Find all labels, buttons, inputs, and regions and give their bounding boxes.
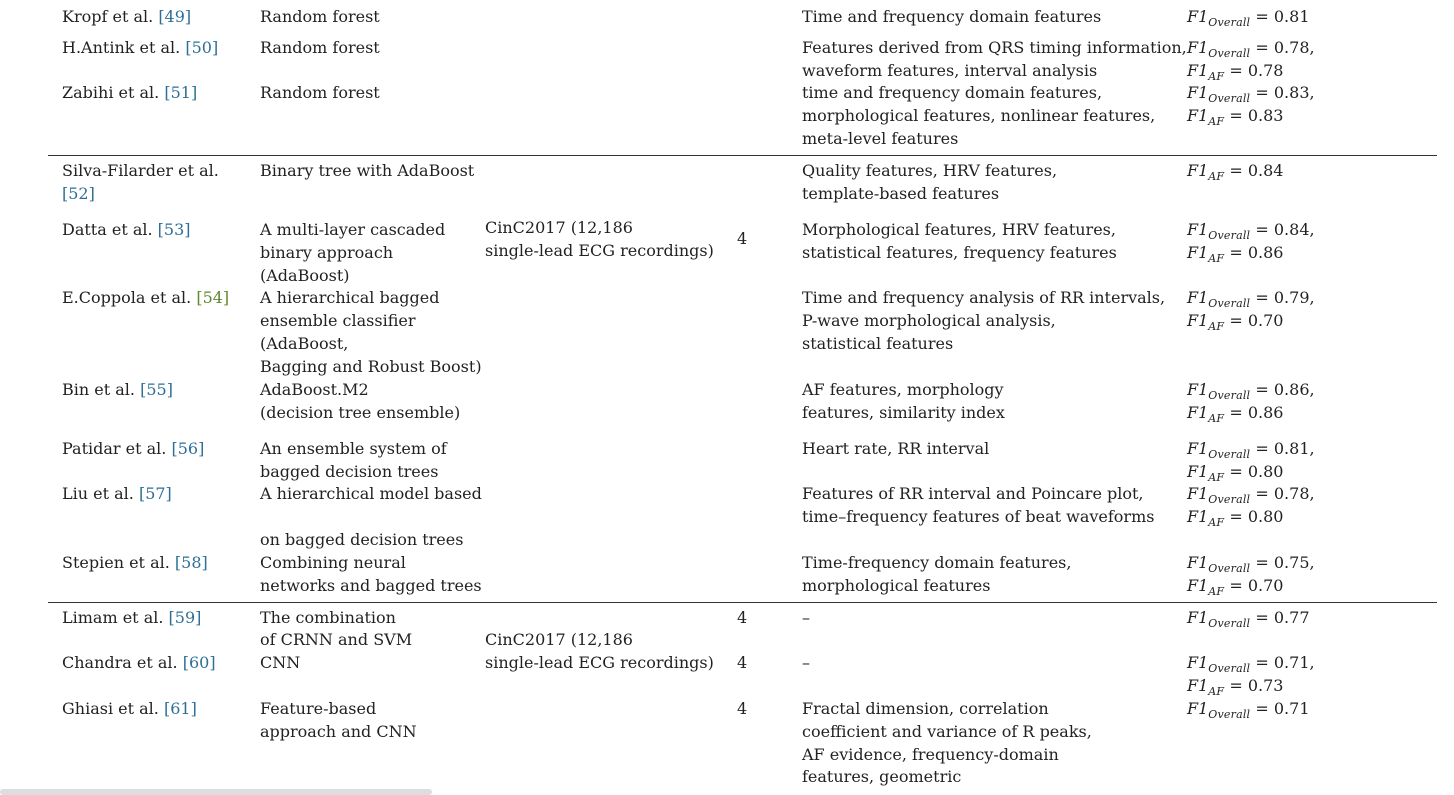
citation-link[interactable]: [52]	[62, 184, 95, 203]
classes-cell: 4	[737, 229, 748, 248]
method-cell: A multi-layer cascaded	[260, 220, 446, 239]
citation-link[interactable]: [58]	[174, 553, 208, 572]
dataset-cell: single-lead ECG recordings)	[485, 241, 714, 260]
f1-score: $F1_{Overall} = 0.78$,	[1187, 484, 1315, 506]
features-cell: statistical features, frequency features	[802, 243, 1117, 262]
f1-score: $F1_{Overall} = 0.75$,	[1187, 553, 1315, 575]
author-cell: Liu et al. [57]	[62, 484, 172, 503]
method-cell: Random forest	[260, 38, 380, 57]
f1-score: $F1_{Overall} = 0.86$,	[1187, 380, 1315, 402]
method-cell: A hierarchical bagged	[260, 288, 440, 307]
features-cell: time and frequency domain features,	[802, 83, 1103, 102]
f1-score: $F1_{Overall} = 0.79$,	[1187, 288, 1315, 310]
method-cell: (AdaBoost)	[260, 266, 350, 285]
citation-link[interactable]: [56]	[171, 439, 205, 458]
method-cell: CNN	[260, 653, 301, 672]
method-cell: on bagged decision trees	[260, 530, 464, 549]
author-cell	[62, 182, 95, 205]
citation-link[interactable]: [60]	[182, 653, 216, 672]
f1-score: $F1_{Overall} = 0.83$,	[1187, 83, 1315, 105]
method-cell: Random forest	[260, 83, 380, 102]
features-cell: coefficient and variance of R peaks,	[802, 722, 1092, 741]
method-cell: A hierarchical model based	[260, 484, 482, 503]
f1-score: $F1_{AF} = 0.73$	[1187, 676, 1284, 698]
citation-link[interactable]: [51]	[164, 83, 198, 102]
author-cell: Zabihi et al. [51]	[62, 83, 198, 102]
method-cell: Binary tree with AdaBoost	[260, 161, 475, 180]
citation-link[interactable]: [55]	[140, 380, 173, 399]
f1-score: $F1_{AF} = 0.78$	[1187, 61, 1284, 83]
method-cell: AdaBoost.M2	[260, 380, 369, 399]
features-cell: waveform features, interval analysis	[802, 61, 1098, 80]
f1-score: $F1_{AF} = 0.80$	[1187, 507, 1284, 529]
features-cell: Features derived from QRS timing information,	[802, 38, 1187, 57]
dataset-cell: single-lead ECG recordings)	[485, 653, 714, 672]
group-divider	[48, 155, 1437, 156]
classes-cell: 4	[737, 699, 748, 718]
f1-score: $F1_{Overall} = 0.81$	[1187, 7, 1310, 29]
method-cell: approach and CNN	[260, 722, 417, 741]
f1-score: $F1_{Overall} = 0.77$	[1187, 608, 1310, 630]
f1-score: $F1_{AF} = 0.84$	[1187, 161, 1284, 183]
author-cell: Silva-Filarder et al.	[62, 161, 219, 180]
author-cell: E.Coppola et al. [54]	[62, 288, 230, 307]
method-cell: Bagging and Robust Boost)	[260, 357, 482, 376]
classes-cell: 4	[737, 653, 748, 672]
citation-link[interactable]: [50]	[185, 38, 219, 57]
method-cell: ensemble classifier	[260, 311, 416, 330]
author-cell: Stepien et al. [58]	[62, 553, 208, 572]
citation-link[interactable]: [53]	[157, 220, 191, 239]
method-cell: binary approach	[260, 243, 394, 262]
f1-score: $F1_{Overall} = 0.81$,	[1187, 439, 1315, 461]
features-cell: template-based features	[802, 184, 1000, 203]
author-cell: Limam et al. [59]	[62, 608, 202, 627]
f1-score: $F1_{AF} = 0.70$	[1187, 576, 1284, 598]
method-cell: bagged decision trees	[260, 462, 439, 481]
features-cell: Morphological features, HRV features,	[802, 220, 1116, 239]
f1-score: $F1_{AF} = 0.86$	[1187, 243, 1284, 265]
features-cell: morphological features	[802, 576, 991, 595]
features-cell: meta-level features	[802, 129, 959, 148]
method-cell: (decision tree ensemble)	[260, 403, 461, 422]
author-cell: Ghiasi et al. [61]	[62, 699, 197, 718]
method-cell: An ensemble system of	[260, 439, 447, 458]
features-cell: Time-frequency domain features,	[802, 553, 1072, 572]
f1-score: $F1_{Overall} = 0.84$,	[1187, 220, 1315, 242]
method-cell: The combination	[260, 608, 396, 627]
f1-score: $F1_{Overall} = 0.71$,	[1187, 653, 1315, 675]
author-cell: Chandra et al. [60]	[62, 653, 216, 672]
horizontal-scrollbar[interactable]	[0, 789, 432, 795]
author-cell: Kropf et al. [49]	[62, 7, 192, 26]
features-cell: features, geometric	[802, 767, 962, 786]
f1-score: $F1_{Overall} = 0.71$	[1187, 699, 1310, 721]
features-cell: Features of RR interval and Poincare plot,	[802, 484, 1144, 503]
features-cell: Heart rate, RR interval	[802, 439, 990, 458]
f1-score: $F1_{AF} = 0.83$	[1187, 106, 1284, 128]
f1-score: $F1_{AF} = 0.70$	[1187, 311, 1284, 333]
dataset-cell: CinC2017 (12,186	[485, 218, 633, 237]
features-cell: AF features, morphology	[802, 380, 1004, 399]
group-divider	[48, 602, 1437, 603]
classes-cell: 4	[737, 608, 748, 627]
author-cell: Datta et al. [53]	[62, 220, 191, 239]
features-cell: Fractal dimension, correlation	[802, 699, 1049, 718]
citation-link[interactable]: [49]	[158, 7, 192, 26]
dataset-cell: CinC2017 (12,186	[485, 630, 633, 649]
method-cell: Random forest	[260, 7, 380, 26]
features-cell: –	[802, 608, 810, 627]
author-cell: Patidar et al. [56]	[62, 439, 205, 458]
features-cell: Time and frequency analysis of RR intervals,	[802, 288, 1166, 307]
author-cell: Bin et al. [55]	[62, 380, 173, 399]
author-cell: H.Antink et al. [50]	[62, 38, 219, 57]
features-cell: Quality features, HRV features,	[802, 161, 1058, 180]
method-cell: Combining neural	[260, 553, 406, 572]
features-cell: –	[802, 653, 810, 672]
features-cell: morphological features, nonlinear features,	[802, 106, 1156, 125]
features-cell: statistical features	[802, 334, 954, 353]
method-cell: of CRNN and SVM	[260, 630, 413, 649]
citation-link[interactable]: [57]	[138, 484, 172, 503]
f1-score: $F1_{AF} = 0.80$	[1187, 462, 1284, 484]
f1-score: $F1_{Overall} = 0.78$,	[1187, 38, 1315, 60]
features-cell: AF evidence, frequency-domain	[802, 745, 1059, 764]
features-cell: features, similarity index	[802, 403, 1005, 422]
citation-link[interactable]: [61]	[163, 699, 197, 718]
features-cell: time–frequency features of beat waveforms	[802, 507, 1155, 526]
method-cell: Feature-based	[260, 699, 377, 718]
features-cell: P-wave morphological analysis,	[802, 311, 1056, 330]
citation-link[interactable]: [59]	[168, 608, 202, 627]
f1-score: $F1_{AF} = 0.86$	[1187, 403, 1284, 425]
method-cell: networks and bagged trees	[260, 576, 482, 595]
method-cell: (AdaBoost,	[260, 334, 349, 353]
features-cell: Time and frequency domain features	[802, 7, 1102, 26]
citation-link[interactable]: [54]	[196, 288, 230, 307]
